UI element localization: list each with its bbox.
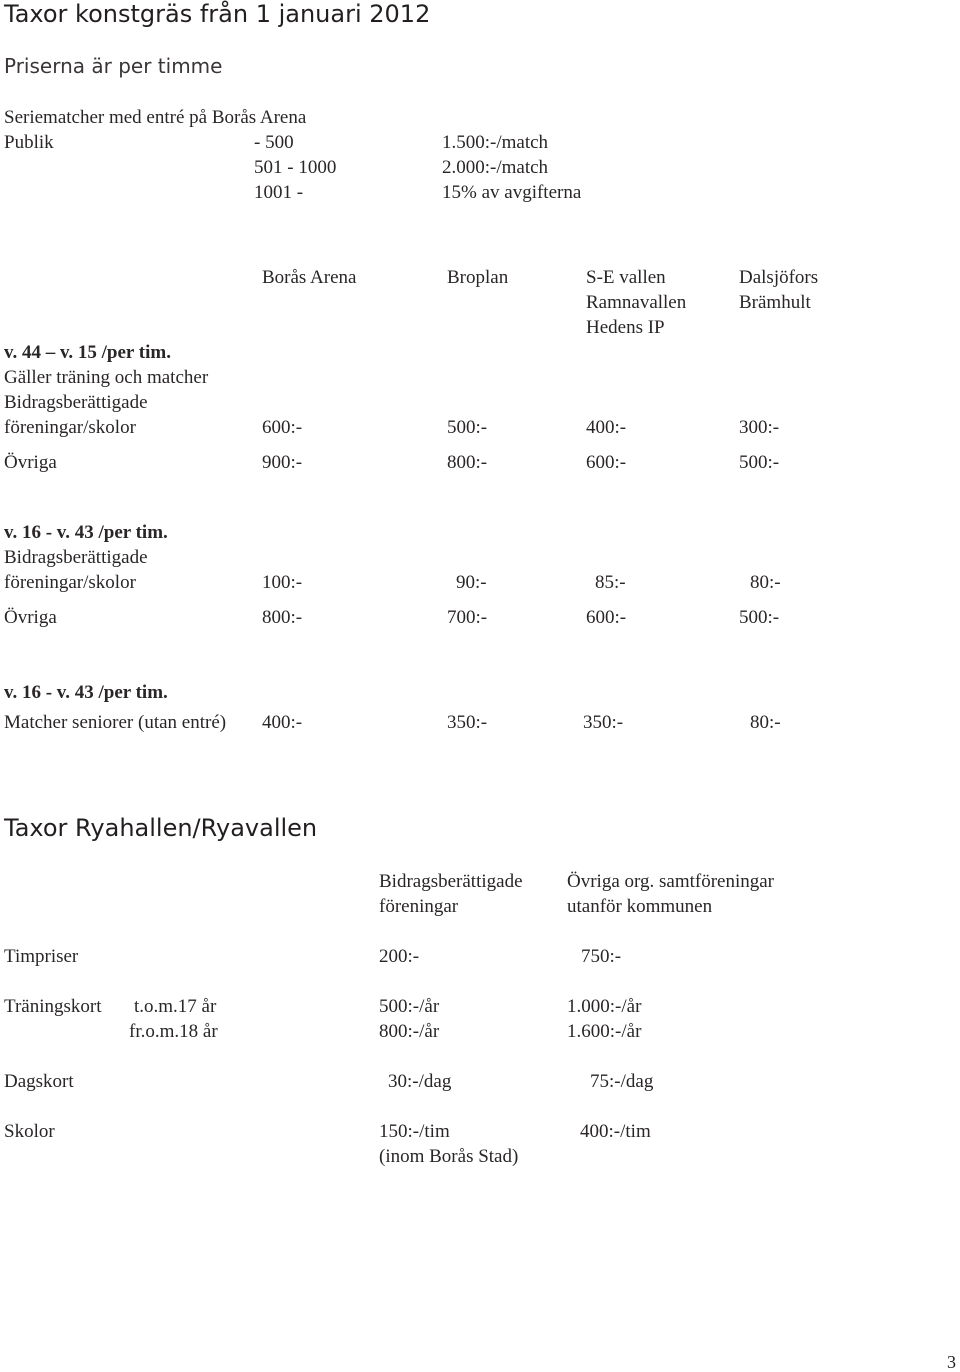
venue-ramnavallen: Ramnavallen bbox=[586, 292, 687, 313]
period1-row1-label2: föreningar/skolor bbox=[4, 417, 136, 438]
series-price-1: 1.500:-/match bbox=[442, 132, 549, 153]
period1-row1-label1: Bidragsberättigade bbox=[4, 392, 148, 413]
period2-row2-value: 600:- bbox=[586, 607, 627, 628]
rya-header-col2-line1: Övriga org. samtföreningar bbox=[567, 871, 775, 892]
traningskort-label: Träningskort bbox=[4, 996, 102, 1017]
period2-row1-value: 80:- bbox=[750, 572, 781, 593]
dagskort-label: Dagskort bbox=[4, 1071, 74, 1092]
timpriser-value-1: 200:- bbox=[379, 946, 420, 967]
period1-heading: v. 44 – v. 15 /per tim. bbox=[4, 342, 171, 363]
rya-header-col1-line2: föreningar bbox=[379, 896, 459, 917]
period3-value: 80:- bbox=[750, 712, 781, 733]
period2-row1-value: 90:- bbox=[456, 572, 487, 593]
traningskort-value-4: 1.600:-/år bbox=[567, 1021, 642, 1042]
period2-row2-value: 700:- bbox=[447, 607, 488, 628]
period1-row1-value: 300:- bbox=[739, 417, 780, 438]
rya-title: Taxor Ryahallen/Ryavallen bbox=[4, 814, 318, 842]
page-title: Taxor konstgräs från 1 januari 2012 bbox=[4, 0, 431, 28]
period1-row1-value: 600:- bbox=[262, 417, 303, 438]
timpriser-label: Timpriser bbox=[4, 946, 79, 967]
period2-row2-value: 500:- bbox=[739, 607, 780, 628]
period2-row1-label2: föreningar/skolor bbox=[4, 572, 136, 593]
series-range-3: 1001 - bbox=[254, 182, 304, 203]
rya-header-col2-line2: utanför kommunen bbox=[567, 896, 713, 917]
traningskort-value-2: 1.000:-/år bbox=[567, 996, 642, 1017]
skolor-value-2: 400:-/tim bbox=[580, 1121, 651, 1142]
dagskort-value-1: 30:-/dag bbox=[388, 1071, 452, 1092]
traningskort-age-2: fr.o.m.18 år bbox=[129, 1021, 218, 1042]
series-price-3: 15% av avgifterna bbox=[442, 182, 582, 203]
traningskort-value-1: 500:-/år bbox=[379, 996, 440, 1017]
series-price-2: 2.000:-/match bbox=[442, 157, 549, 178]
series-label: Publik bbox=[4, 132, 54, 153]
period3-label: Matcher seniorer (utan entré) bbox=[4, 712, 227, 733]
traningskort-value-3: 800:-/år bbox=[379, 1021, 440, 1042]
traningskort-age-1: t.o.m.17 år bbox=[134, 996, 217, 1017]
period1-row1-value: 500:- bbox=[447, 417, 488, 438]
venue-bramhult: Brämhult bbox=[739, 292, 811, 313]
period2-row2-label: Övriga bbox=[4, 607, 57, 628]
period1-note: Gäller träning och matcher bbox=[4, 367, 209, 388]
timpriser-value-2: 750:- bbox=[581, 946, 622, 967]
venue-boras-arena: Borås Arena bbox=[262, 267, 357, 288]
venue-dalsjofors: Dalsjöfors bbox=[739, 267, 819, 288]
period3-value: 400:- bbox=[262, 712, 303, 733]
period2-row1-label1: Bidragsberättigade bbox=[4, 547, 148, 568]
series-range-2: 501 - 1000 bbox=[254, 157, 337, 178]
venue-se-vallen: S-E vallen bbox=[586, 267, 666, 288]
period1-row2-value: 600:- bbox=[586, 452, 627, 473]
period3-value: 350:- bbox=[583, 712, 624, 733]
skolor-value-1: 150:-/tim bbox=[379, 1121, 450, 1142]
skolor-note: (inom Borås Stad) bbox=[379, 1146, 519, 1167]
venue-hedens-ip: Hedens IP bbox=[586, 317, 665, 338]
period2-row1-value: 85:- bbox=[595, 572, 626, 593]
rya-header-col1-line1: Bidragsberättigade bbox=[379, 871, 523, 892]
period3-heading: v. 16 - v. 43 /per tim. bbox=[4, 682, 168, 703]
period1-row2-value: 800:- bbox=[447, 452, 488, 473]
series-heading: Seriematcher med entré på Borås Arena bbox=[4, 107, 307, 128]
skolor-label: Skolor bbox=[4, 1121, 55, 1142]
period3-value: 350:- bbox=[447, 712, 488, 733]
period2-row2-value: 800:- bbox=[262, 607, 303, 628]
period2-heading: v. 16 - v. 43 /per tim. bbox=[4, 522, 168, 543]
page-number: 3 bbox=[947, 1352, 956, 1372]
page-subtitle: Priserna är per timme bbox=[4, 54, 223, 78]
dagskort-value-2: 75:-/dag bbox=[590, 1071, 654, 1092]
series-range-1: - 500 bbox=[254, 132, 294, 153]
period2-row1-value: 100:- bbox=[262, 572, 303, 593]
venue-broplan: Broplan bbox=[447, 267, 509, 288]
period1-row2-value: 900:- bbox=[262, 452, 303, 473]
period1-row1-value: 400:- bbox=[586, 417, 627, 438]
period1-row2-value: 500:- bbox=[739, 452, 780, 473]
period1-row2-label: Övriga bbox=[4, 452, 57, 473]
